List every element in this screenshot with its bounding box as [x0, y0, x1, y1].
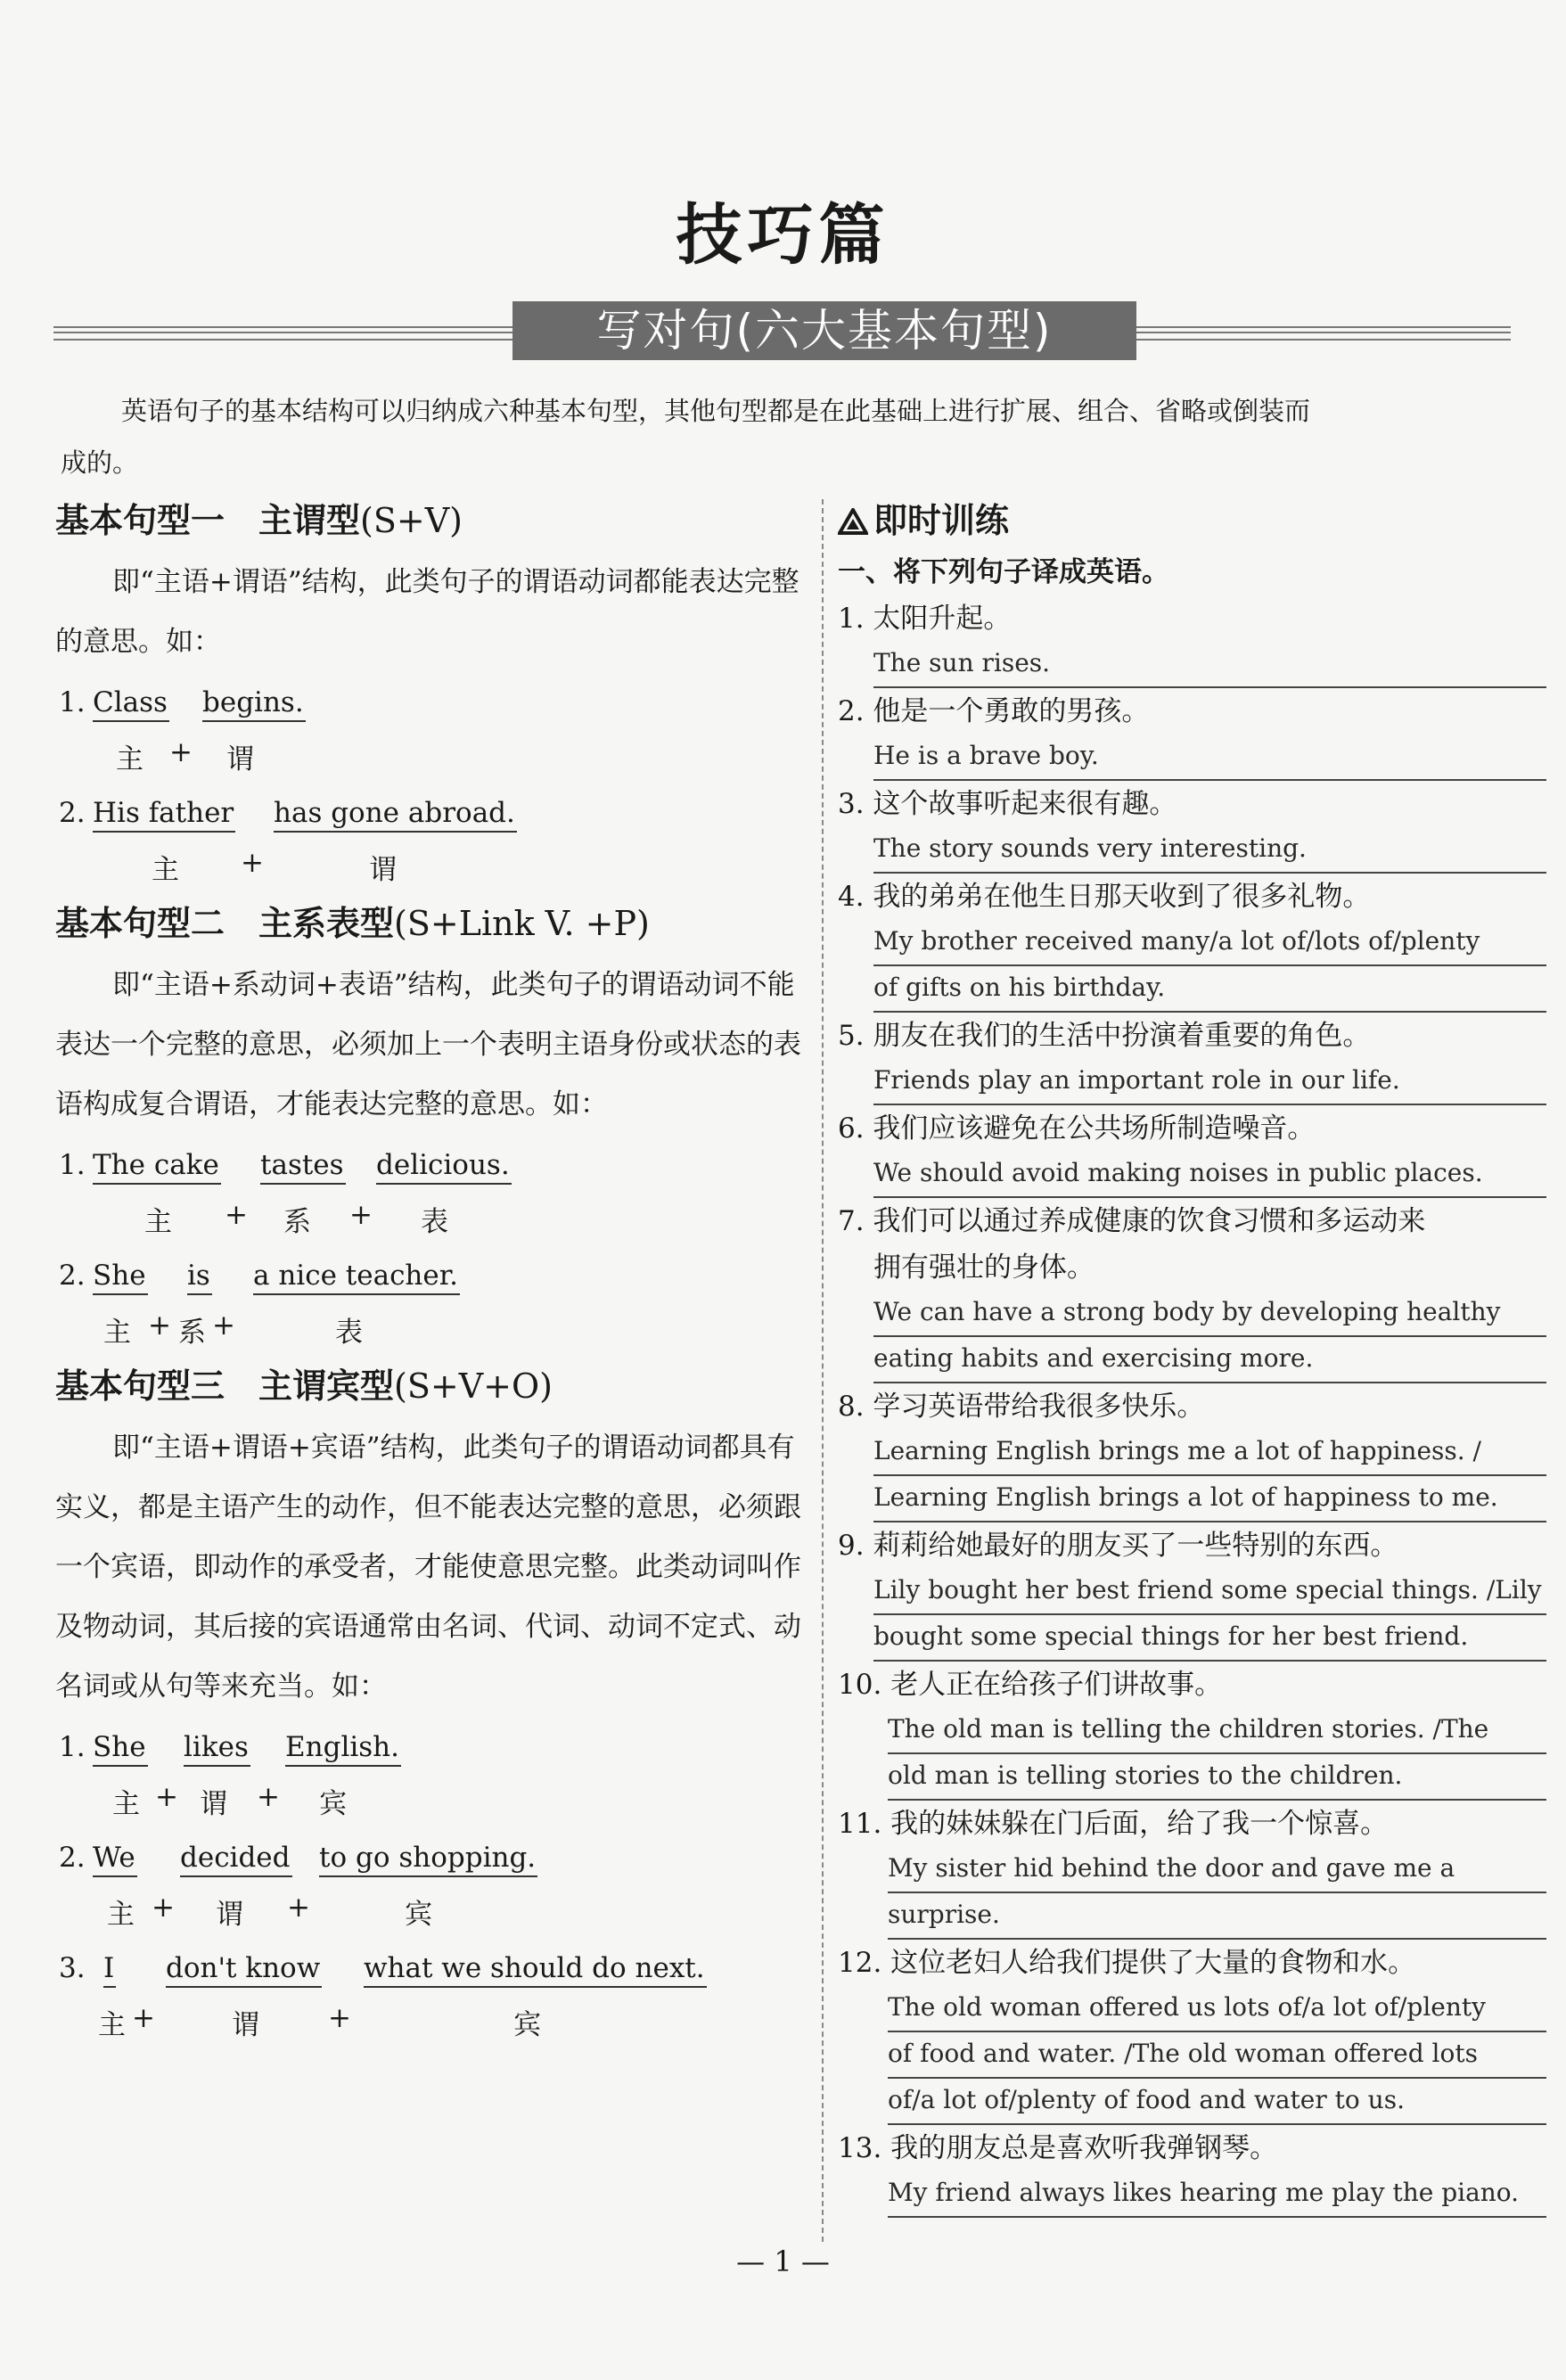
training-answer [838, 1291, 1546, 1383]
training-item [838, 1198, 1546, 1383]
example-segment [103, 1952, 116, 1988]
answer-line: The sun rises. [873, 642, 1546, 688]
training-item [838, 1383, 1546, 1522]
example-label: + [225, 1199, 248, 1231]
training-subheading: 一、将下列句子译成英语。 [838, 556, 1169, 588]
training-item [838, 1105, 1546, 1198]
segment-text: likes [184, 1731, 250, 1767]
example-label: 主 [98, 2009, 126, 2041]
example-2-1 [55, 1142, 804, 1252]
section-title-3 [55, 1358, 804, 1415]
training-item [838, 1013, 1546, 1105]
training-heading-text: 即时训练 [873, 501, 1010, 540]
segment-text: what we should do next. [364, 1952, 707, 1988]
segment-text: begins. [202, 686, 306, 722]
training-question: 13. 我的朋友总是喜欢听我弹钢琴。 [838, 2132, 1278, 2164]
training-answer [838, 1430, 1546, 1522]
example-label: 主 [144, 1206, 172, 1238]
training-question: 2. 他是一个勇敢的男孩。 [838, 695, 1150, 727]
section-desc-1: 即“主语+谓语”结构，此类句子的谓语动词都能表达完整的意思。如： [55, 566, 799, 658]
example-label: + [169, 736, 193, 768]
example-label: 谓 [226, 743, 254, 776]
segment-text: is [187, 1260, 212, 1295]
section-formula: (S+Link V. +P) [394, 904, 650, 943]
example-label: 谓 [232, 2009, 259, 2041]
example-number: 2. [59, 1842, 86, 1874]
training-question: 9. 莉莉给她最好的朋友买了一些特别的东西。 [838, 1530, 1398, 1562]
training-item [838, 1801, 1546, 1940]
intro-line-2: 成的。 [61, 447, 139, 478]
section-title-text: 基本句型二 主系表型 [55, 904, 395, 943]
training-list [838, 595, 1546, 2218]
example-number: 2. [59, 1260, 86, 1292]
answer-line: bought some special things for her best friend. [873, 1615, 1546, 1662]
training-answer [838, 1569, 1546, 1662]
training-answer [838, 1986, 1546, 2125]
answer-line: We can have a strong body by developing healthy [873, 1291, 1546, 1337]
training-answer [838, 827, 1546, 874]
segment-text: The cake [93, 1149, 221, 1185]
training-answer [838, 1059, 1546, 1105]
segment-text: has gone abroad. [274, 797, 517, 833]
answer-line: of gifts on his birthday. [873, 966, 1546, 1013]
example-label: 系 [178, 1317, 206, 1349]
page-title: 技巧篇 [676, 197, 890, 274]
training-item [838, 688, 1546, 781]
example-segment [285, 1731, 401, 1767]
example-number: 2. [59, 797, 86, 829]
training-item [838, 1522, 1546, 1662]
segment-text: decided [180, 1842, 292, 1877]
training-item [838, 2125, 1546, 2218]
answer-line: surprise. [888, 1893, 1546, 1940]
example-segment [184, 1731, 250, 1767]
answer-line: Friends play an important role in our life. [873, 1059, 1546, 1105]
training-answer [838, 1847, 1546, 1940]
example-label: 宾 [319, 1788, 347, 1820]
example-3-3 [55, 1945, 804, 2056]
example-segment [166, 1952, 322, 1988]
example-label: 谓 [216, 1899, 243, 1931]
answer-line: old man is telling stories to the children. [888, 1754, 1546, 1801]
example-number: 1. [59, 1149, 86, 1181]
segment-text: delicious. [376, 1149, 512, 1185]
training-answer [838, 1708, 1546, 1801]
training-item [838, 874, 1546, 1013]
segment-text: a nice teacher. [253, 1260, 460, 1295]
example-label: + [257, 1781, 280, 1813]
segment-text: English. [285, 1731, 401, 1767]
answer-line: eating habits and exercising more. [873, 1337, 1546, 1383]
example-segment [202, 686, 306, 722]
right-column [838, 492, 1546, 2218]
answer-line: We should avoid making noises in public places. [873, 1152, 1546, 1198]
segment-text: tastes [260, 1149, 346, 1185]
example-label: 表 [335, 1317, 363, 1349]
training-answer [838, 1152, 1546, 1198]
segment-text: We [93, 1842, 137, 1877]
training-question: 12. 这位老妇人给我们提供了大量的食物和水。 [838, 1947, 1416, 1979]
answer-line: The old man is telling the children stories. /The [888, 1708, 1546, 1754]
section-desc-2: 即“主语+系动词+表语”结构，此类句子的谓语动词不能表达一个完整的意思，必须加上一个表明主语身份或状态的表语构成复合谓语，才能表达完整的意思。如： [55, 969, 801, 1120]
segment-text: She [93, 1260, 148, 1295]
training-heading [838, 492, 1546, 549]
example-number: 1. [59, 1731, 86, 1763]
training-item [838, 1662, 1546, 1801]
example-label: 主 [107, 1899, 135, 1931]
answer-line: of food and water. /The old woman offered lots [888, 2032, 1546, 2079]
answer-line: Lily bought her best friend some special things. /Lily [873, 1569, 1546, 1615]
column-divider [822, 499, 824, 2242]
section-title-1 [55, 492, 804, 549]
example-segment [93, 686, 169, 722]
example-label: + [349, 1199, 373, 1231]
example-label: 主 [112, 1788, 140, 1820]
example-segment [253, 1260, 460, 1295]
answer-line: Learning English brings me a lot of happiness. / [873, 1430, 1546, 1476]
example-2-2 [55, 1252, 804, 1363]
training-question: 3. 这个故事听起来很有趣。 [838, 788, 1177, 820]
section-title-text: 基本句型三 主谓宾型 [55, 1366, 395, 1406]
example-label: + [212, 1309, 235, 1342]
segment-text: to go shopping. [319, 1842, 537, 1877]
training-question: 8. 学习英语带给我很多快乐。 [838, 1391, 1205, 1423]
example-label: + [152, 1892, 175, 1924]
segment-text: She [93, 1731, 148, 1767]
training-question: 10. 老人正在给孩子们讲故事。 [838, 1669, 1223, 1701]
segment-text: I [103, 1952, 116, 1988]
example-segment [364, 1952, 707, 1988]
example-label: 表 [421, 1206, 448, 1238]
intro-line-1: 英语句子的基本结构可以归纳成六种基本句型，其他句型都是在此基础上进行扩展、组合、省略或倒装而 [121, 396, 1311, 426]
segment-text: His father [93, 797, 235, 833]
training-answer [838, 920, 1546, 1013]
segment-text: Class [93, 686, 169, 722]
example-number: 1. [59, 686, 86, 718]
example-label: + [328, 2002, 351, 2034]
section-banner [53, 301, 1511, 364]
training-question-cont: 拥有强壮的身体。 [873, 1252, 1095, 1284]
section-title-text: 基本句型一 主谓型 [55, 501, 361, 540]
training-question: 4. 我的弟弟在他生日那天收到了很多礼物。 [838, 881, 1371, 913]
left-column [55, 492, 804, 2056]
training-question: 11. 我的妹妹躲在门后面，给了我一个惊喜。 [838, 1808, 1389, 1840]
example-label: 宾 [513, 2009, 541, 2041]
example-segment [187, 1260, 212, 1295]
training-question: 6. 我们应该避免在公共场所制造噪音。 [838, 1112, 1316, 1145]
example-label: 谓 [200, 1788, 227, 1820]
training-question: 1. 太阳升起。 [838, 603, 1012, 635]
example-label: 主 [152, 854, 179, 886]
training-answer [838, 642, 1546, 688]
section-desc-3: 即“主语+谓语+宾语”结构，此类句子的谓语动词都具有实义，都是主语产生的动作，但不能表达完整的意思，必须跟一个宾语，即动作的承受者，才能使意思完整。此类动词叫作及物动词，其后接的宾语通常由名词、代词、动词不定式、动名词或从句等来充当。如： [55, 1432, 801, 1703]
training-item [838, 1940, 1546, 2125]
answer-line: of/a lot of/plenty of food and water to us. [888, 2079, 1546, 2125]
example-segment [93, 1731, 148, 1767]
answer-line: He is a brave boy. [873, 735, 1546, 781]
example-segment [319, 1842, 537, 1877]
example-segment [260, 1149, 346, 1185]
example-segment [376, 1149, 512, 1185]
example-segment [180, 1842, 292, 1877]
example-segment [93, 797, 235, 833]
intro-paragraph [61, 385, 1540, 488]
answer-line: My brother received many/a lot of/lots of/plenty [873, 920, 1546, 966]
banner-title: 写对句(六大基本句型) [512, 301, 1136, 360]
example-label: 谓 [369, 854, 397, 886]
example-label: + [287, 1892, 310, 1924]
answer-line: My sister hid behind the door and gave me a [888, 1847, 1546, 1893]
example-3-2 [55, 1834, 804, 1945]
training-item [838, 595, 1546, 688]
training-answer [838, 2171, 1546, 2218]
section-title-2 [55, 895, 804, 952]
answer-line: Learning English brings a lot of happiness to me. [873, 1476, 1546, 1522]
example-label: 主 [116, 743, 143, 776]
segment-text: don't know [166, 1952, 322, 1988]
example-3-1 [55, 1724, 804, 1834]
section-formula: (S+V) [360, 501, 463, 540]
page-number: — 1 — [736, 2245, 830, 2278]
training-item [838, 781, 1546, 874]
answer-line: The old woman offered us lots of/a lot of/plenty [888, 1986, 1546, 2032]
example-label: 宾 [405, 1899, 432, 1931]
example-1-2 [55, 790, 804, 900]
training-question: 5. 朋友在我们的生活中扮演着重要的角色。 [838, 1020, 1371, 1052]
training-question: 7. 我们可以通过养成健康的饮食习惯和多运动来 [838, 1205, 1426, 1237]
example-label: + [148, 1309, 171, 1342]
example-label: 主 [103, 1317, 131, 1349]
example-segment [274, 797, 517, 833]
example-label: + [132, 2002, 155, 2034]
example-1-1 [55, 679, 804, 790]
example-segment [93, 1149, 221, 1185]
example-label: 系 [283, 1206, 311, 1238]
training-answer [838, 735, 1546, 781]
answer-line: My friend always likes hearing me play the piano. [888, 2171, 1546, 2218]
example-label: + [155, 1781, 178, 1813]
example-segment [93, 1260, 148, 1295]
triangle-warning-icon [838, 508, 868, 535]
section-formula: (S+V+O) [394, 1366, 553, 1406]
answer-line: The story sounds very interesting. [873, 827, 1546, 874]
example-segment [93, 1842, 137, 1877]
example-label: + [241, 847, 264, 879]
example-number: 3. [59, 1952, 86, 1984]
